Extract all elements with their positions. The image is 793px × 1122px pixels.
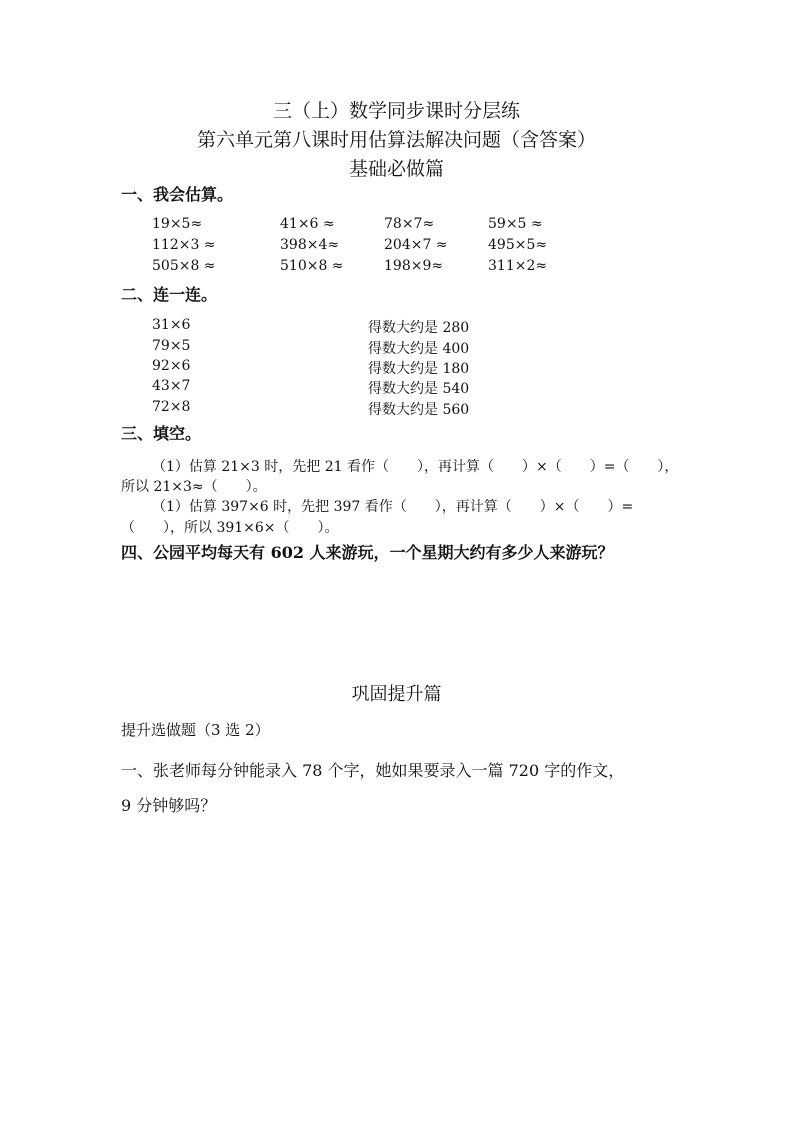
q2-right-item: 得数大约是 560 (368, 402, 470, 418)
section-title-basic: 基础必做篇 (348, 158, 444, 180)
q2-right-item: 得数大约是 400 (368, 341, 470, 357)
q2-right-item: 得数大约是 280 (368, 320, 470, 336)
q1-cell: 510×8 ≈ (280, 258, 344, 274)
q2-left-item: 92×6 (152, 358, 191, 374)
page-subtitle: 第六单元第八课时用估算法解决问题（含答案） (196, 129, 596, 151)
q3-line: （1）估算 397×6 时，先把 397 看作（ ），再计算（ ）×（ ）= (152, 499, 634, 515)
q1-cell: 311×2≈ (488, 258, 548, 274)
q1-cell: 19×5≈ (152, 216, 203, 232)
q2-left-item: 72×8 (152, 399, 191, 415)
page-title: 三（上）数学同步课时分层练 (272, 100, 520, 122)
q1-heading: 一、我会估算。 (121, 185, 234, 204)
q1-cell: 398×4≈ (280, 237, 340, 253)
q2-heading: 二、连一连。 (121, 285, 218, 304)
q1-cell: 204×7 ≈ (384, 237, 448, 253)
advanced-problem-line: 9 分钟够吗？ (121, 796, 217, 815)
optional-subheading: 提升选做题（3 选 2） (121, 721, 270, 739)
q4-problem: 四、公园平均每天有 602 人来游玩，一个星期大约有多少人来游玩？ (121, 543, 614, 562)
q2-left-item: 79×5 (152, 338, 191, 354)
q3-heading: 三、填空。 (121, 424, 202, 443)
q3-line: （1）估算 21×3 时，先把 21 看作（ ），再计算（ ）×（ ）=（ ）， (152, 459, 679, 475)
q1-cell: 505×8 ≈ (152, 258, 216, 274)
q2-left-item: 43×7 (152, 378, 191, 394)
q1-cell: 78×7≈ (384, 216, 435, 232)
section-title-advanced: 巩固提升篇 (351, 684, 442, 705)
q1-cell: 198×9≈ (384, 258, 444, 274)
q2-left-item: 31×6 (152, 317, 191, 333)
q2-right-item: 得数大约是 180 (368, 361, 470, 377)
q1-cell: 41×6 ≈ (280, 216, 335, 232)
advanced-problem-line: 一、张老师每分钟能录入 78 个字，她如果要录入一篇 720 字的作文， (121, 761, 625, 780)
q1-cell: 59×5 ≈ (488, 216, 543, 232)
q3-line: （ ），所以 391×6×（ ）。 (121, 520, 339, 536)
q1-cell: 112×3 ≈ (152, 237, 216, 253)
q1-cell: 495×5≈ (488, 237, 548, 253)
q3-line: 所以 21×3≈（ ）。 (121, 479, 267, 495)
q2-right-item: 得数大约是 540 (368, 381, 470, 397)
